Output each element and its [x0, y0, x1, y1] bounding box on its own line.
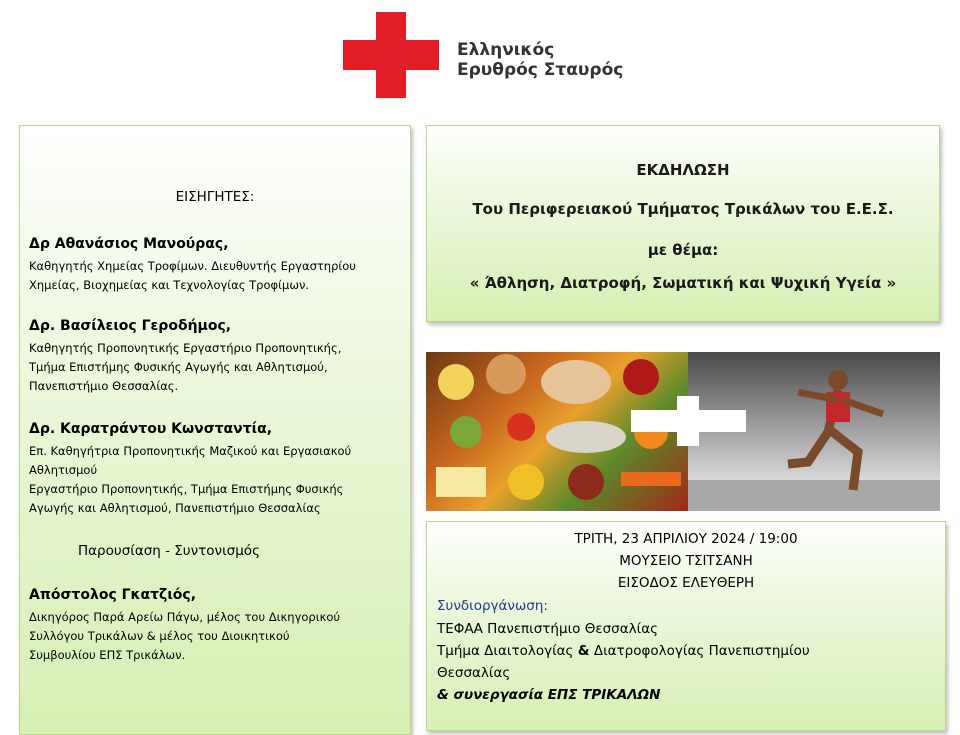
speaker-description — [29, 257, 407, 295]
org-name-line1: Ελληνικός — [457, 40, 555, 60]
event-entry: ΕΙΣΟΔΟΣ ΕΛΕΥΘΕΡΗ — [617, 575, 755, 591]
details-panel — [426, 521, 946, 731]
speakers-panel — [19, 125, 411, 735]
event-panel — [426, 125, 940, 322]
moderator-name: Απόστολος Γκατζιός, — [29, 587, 197, 603]
moderator-desc-line: Συλλόγου Τρικάλων & μέλος του Διοικητικού — [29, 629, 290, 643]
coorganizer-text: Διατροφολογίας Πανεπιστημίου — [593, 643, 810, 659]
cooperation-line: & συνεργασία ΕΠΣ ΤΡΙΚΑΛΩΝ — [437, 687, 661, 703]
speaker-name: Δρ. Βασίλειος Γεροδήμος, — [29, 318, 232, 334]
event-topic-label: με θέμα: — [647, 241, 719, 259]
org-name-line2: Ερυθρός Σταυρός — [457, 60, 624, 80]
speaker-name: Δρ Αθανάσιος Μανούρας, — [29, 236, 229, 252]
moderator-desc-line: Συμβουλίου ΕΠΣ Τρικάλων. — [29, 648, 186, 662]
speaker-desc-line: Εργαστήριο Προπονητικής, Τμήμα Επιστήμης Φυσικής — [29, 482, 344, 496]
speaker-desc-line: Καθηγητής Προπονητικής Εργαστήριο Προπονητικής, — [29, 341, 342, 355]
event-subtitle: Του Περιφερειακού Τμήματος Τρικάλων του Ε.Ε.Σ. — [472, 200, 894, 218]
speaker-desc-line: Τμήμα Επιστήμης Φυσικής Αγωγής και Αθλητισμού, — [29, 360, 328, 374]
plus-icon — [631, 396, 746, 446]
speakers-heading: ΕΙΣΗΓΗΤΕΣ: — [175, 189, 255, 205]
event-venue: ΜΟΥΣΕΙΟ ΤΣΙΤΣΑΝΗ — [619, 553, 753, 569]
speaker-desc-line: Χημείας, Βιοχημείας και Τεχνολογίας Τροφίμων. — [29, 278, 310, 292]
speaker-description — [29, 442, 407, 518]
speaker-desc-line: Επ. Καθηγήτρια Προπονητικής Μαζικού και Εργασιακού — [29, 444, 352, 458]
coorganizer-line — [437, 643, 810, 659]
ampersand: & — [577, 643, 590, 659]
speaker-desc-line: Πανεπιστήμιο Θεσσαλίας. — [29, 379, 179, 393]
speaker-description — [29, 339, 407, 396]
event-topic: « Άθληση, Διατροφή, Σωματική και Ψυχική Υγεία » — [469, 274, 897, 292]
coorganizer-line: Θεσσαλίας — [437, 665, 511, 681]
coorganizer-text: Τμήμα Διαιτολογίας — [437, 643, 574, 659]
coorganizer-line: ΤΕΦΑΑ Πανεπιστήμιο Θεσσαλίας — [437, 621, 659, 637]
red-cross-icon — [343, 12, 439, 98]
moderator-description — [29, 608, 407, 665]
speaker-desc-line: Αγωγής και Αθλητισμού, Πανεπιστήμιο Θεσσαλίας — [29, 501, 321, 515]
moderator-desc-line: Δικηγόρος Παρά Αρείω Πάγω, μέλος του Δικηγορικού — [29, 610, 341, 624]
speaker-desc-line: Αθλητισμού — [29, 463, 98, 477]
speaker-desc-line: Καθηγητής Χημείας Τροφίμων. Διευθυντής Εργαστηρίου — [29, 259, 356, 273]
speaker-name: Δρ. Καρατράντου Κωνσταντία, — [29, 421, 273, 437]
coorganization-label: Συνδιοργάνωση: — [437, 598, 548, 614]
organization-name — [457, 40, 623, 80]
event-title: ΕΚΔΗΛΩΣΗ — [636, 161, 730, 179]
food-and-running-athlete-image — [426, 352, 940, 511]
event-date: ΤΡΙΤΗ, 23 ΑΠΡΙΛΙΟΥ 2024 / 19:00 — [574, 531, 798, 547]
moderation-heading: Παρουσίαση - Συντονισμός — [78, 543, 260, 559]
